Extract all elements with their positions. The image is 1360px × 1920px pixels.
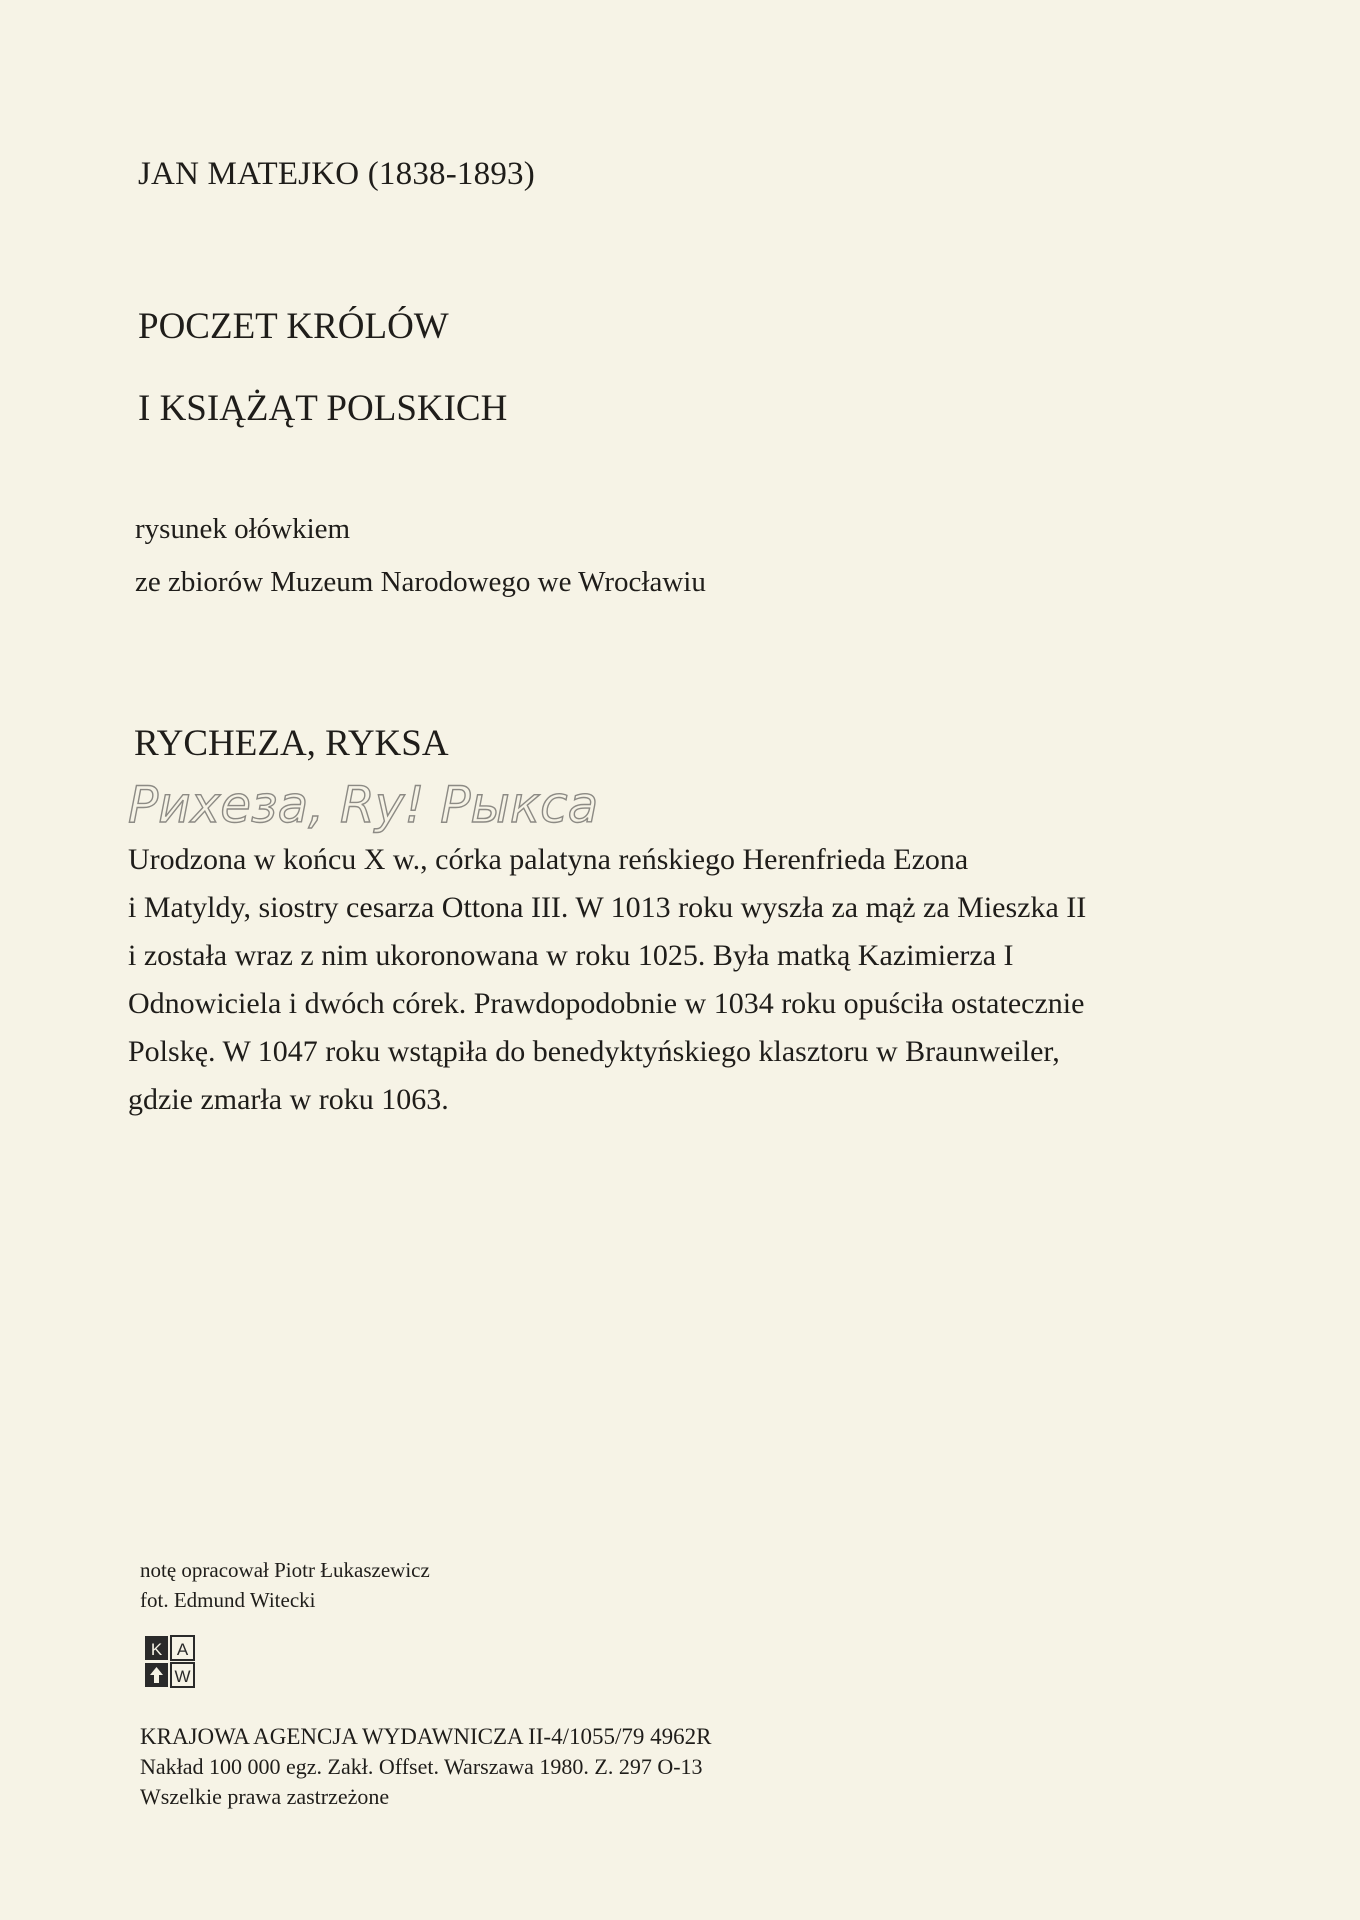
subject-name: RYCHEZA, RYKSA: [134, 723, 449, 764]
imprint-publisher: KRAJOWA AGENCJA WYDAWNICZA II-4/1055/79 4962R: [140, 1724, 712, 1749]
logo-letter-w: W: [174, 1667, 191, 1686]
photo-credit: fot. Edmund Witecki: [140, 1588, 316, 1612]
logo-letter-k: K: [150, 1640, 163, 1659]
credits: [140, 1555, 430, 1615]
series-title-line-2: I KSIĄŻĄT POLSKICH: [138, 388, 508, 429]
biography-line: Urodzona w końcu X w., córka palatyna reńskiego Herenfrieda Ezona: [128, 843, 969, 876]
technique-description: [135, 503, 706, 609]
publisher-logo-icon: [144, 1635, 196, 1689]
biography-text: [128, 836, 1268, 1124]
biography-line: Polskę. W 1047 roku wstąpiła do benedyktyńskiego klasztoru w Braunweiler,: [128, 1035, 1060, 1068]
biography-line: gdzie zmarła w roku 1063.: [128, 1083, 449, 1116]
handwritten-note-text: Рихеза, Ry! Рыкса: [128, 776, 599, 834]
biography-line: i Matyldy, siostry cesarza Ottona III. W 1013 roku wyszła za mąż za Mieszka II: [128, 891, 1087, 924]
author-heading: JAN MATEJKO (1838-1893): [138, 156, 535, 192]
handwritten-pencil-note: [124, 770, 784, 840]
series-title-line-1: POCZET KRÓLÓW: [138, 306, 449, 347]
imprint-print-run: Nakład 100 000 egz. Zakł. Offset. Warszawa 1980. Z. 297 O-13: [140, 1754, 703, 1779]
imprint: [140, 1722, 711, 1812]
biography-line: Odnowiciela i dwóch córek. Prawdopodobnie w 1034 roku opuściła ostatecznie: [128, 987, 1085, 1020]
imprint-rights: Wszelkie prawa zastrzeżone: [140, 1784, 390, 1809]
logo-letter-a: A: [176, 1640, 189, 1659]
handwritten-pencil-note-svg: [124, 770, 784, 840]
series-title: [138, 286, 507, 450]
technique-line-2: ze zbiorów Muzeum Narodowego we Wrocławiu: [135, 566, 706, 598]
publisher-logo-svg: [144, 1635, 196, 1689]
technique-line-1: rysunek ołówkiem: [135, 513, 351, 545]
note-author: notę opracował Piotr Łukaszewicz: [140, 1558, 430, 1582]
biography-line: i została wraz z nim ukoronowana w roku 1025. Była matką Kazimierza I: [128, 939, 1014, 972]
